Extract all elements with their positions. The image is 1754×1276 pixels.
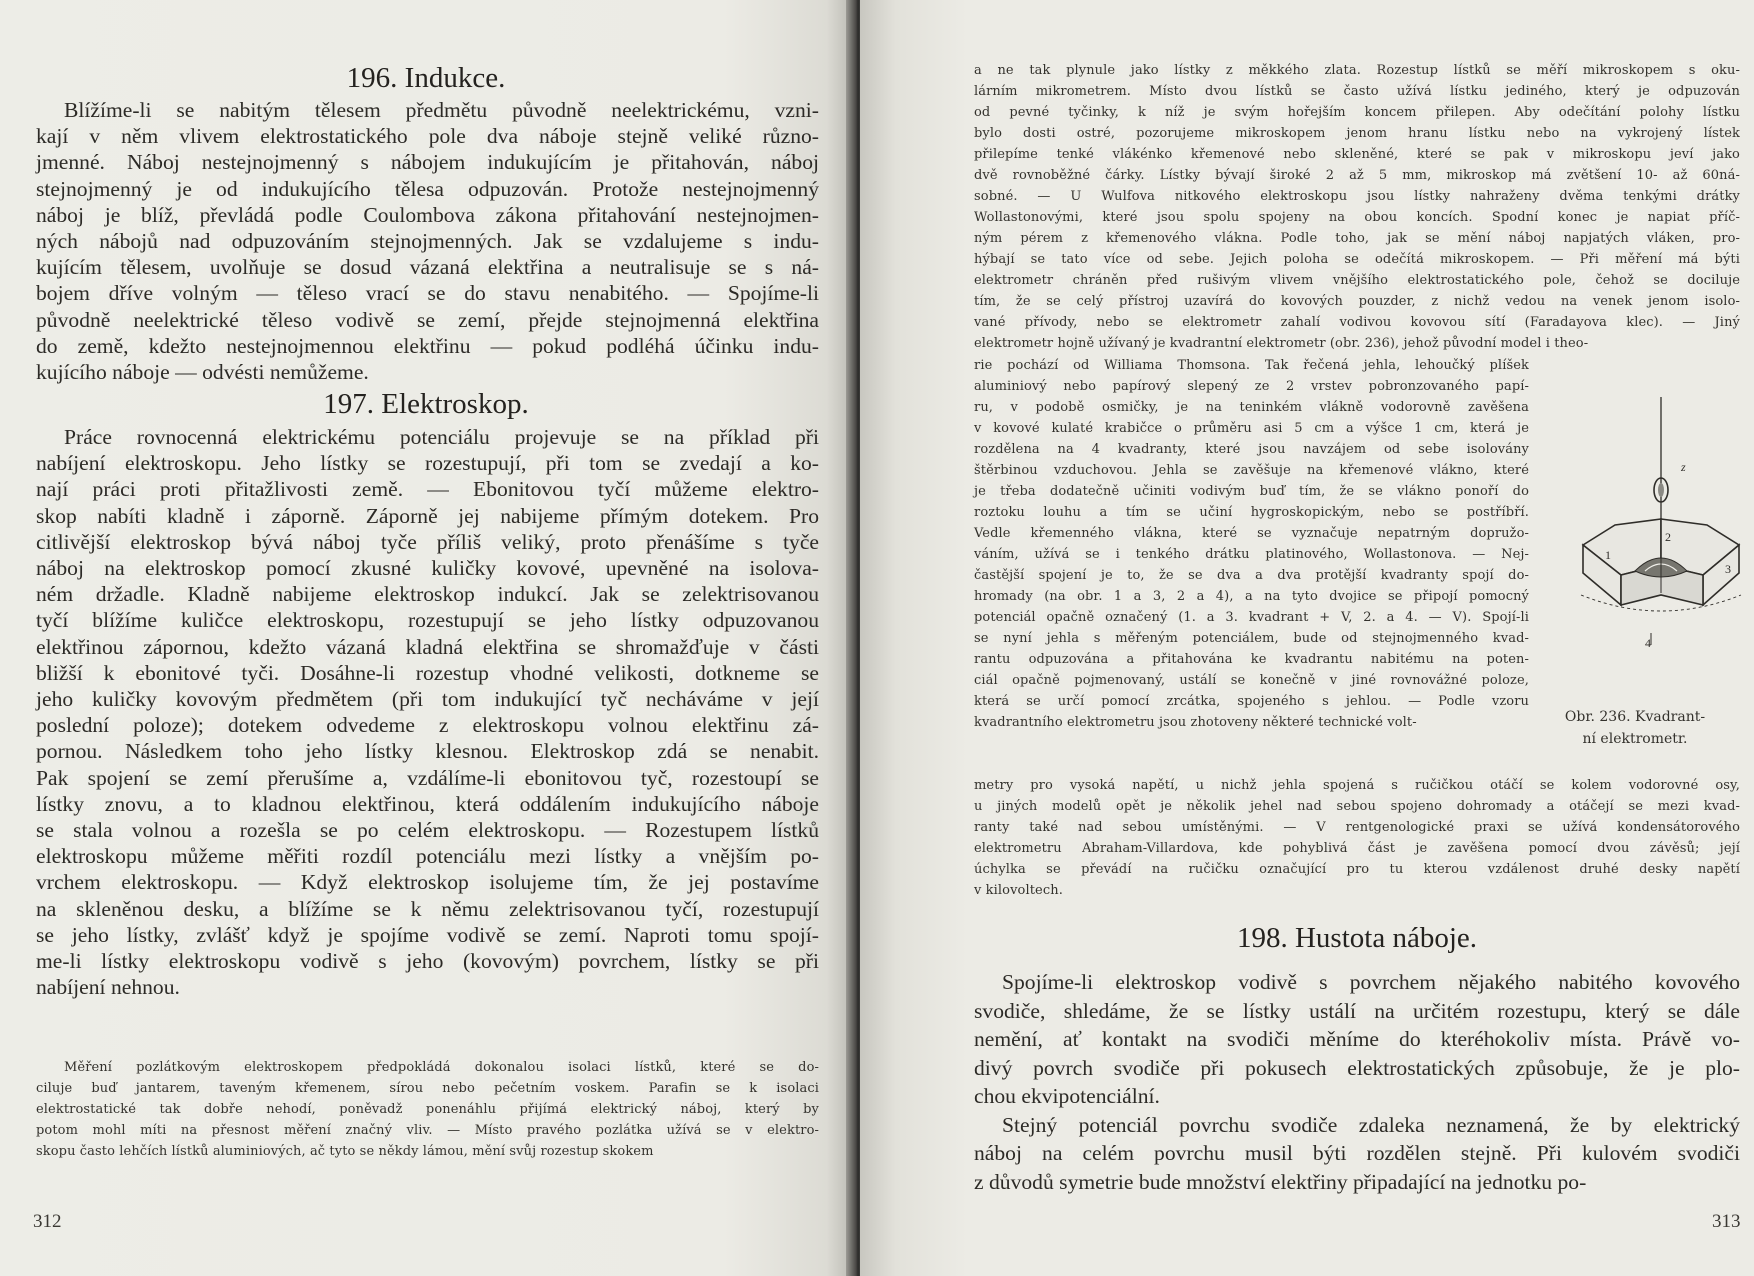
text-line: elektrostatické tak dobře nehodí, poněvadž ponenáhlu přijímá elektrický náboj, který by [36,1102,819,1118]
heading-197: 197. Elektroskop. [323,388,529,420]
text-line: přilepíme tenké vlákénko křemenové nebo skleněné, které se pak v mikroskopu jeví jako [974,147,1740,162]
text-line: z důvodů symetrie bude množství elektřiny připadající na jednotku po- [974,1169,1587,1194]
text-line: jeho kuličky kovovým předmětem (při tom indukující tyč necháváme v její [36,687,819,712]
text-line: náboj je blíž, převládá podle Coulombova zákona přitahování nestejnojmen- [36,202,819,227]
figure-caption-line-1: Obr. 236. Kvadrant- [1564,709,1706,725]
text-line: se jeho lístky, zvlášť když je spojíme vodivě se zemí. Naproti tomu spojí- [36,922,819,947]
text-line: hromady (na obr. 1 a 3, 2 a 4), a na tyto dvojice se připojí pomocný [974,589,1529,604]
right-small-print-top [974,60,1740,354]
text-line: kvadrantního elektrometru jsou zhotoveny některé technické volt- [974,715,1417,730]
text-line: dvě rovnoběžné čárky. Lístky bývají široké 2 až 5 mm, mikroskop má zvětšení 10- až 60ná- [974,168,1740,183]
text-line: poslední poloze); dotekem odvedeme z elektroskopu volnou elektřinu zá- [36,713,819,738]
text-line: roztoku louhu a tím se učiní hygroskopickým, nebo se postříbří. [974,505,1529,520]
text-line: me-li lístky elektroskopu vodivě s jeho (kovovým) povrchem, lístky se při [36,949,819,974]
text-line: štěrbinou vzduchovou. Jehla se zavěšuje na křemenové vlákno, které [974,463,1529,478]
text-line: elektrometr hojně užívaný je kvadrantní elektrometr (obr. 236), jehož původní model i theo- [974,336,1589,351]
quadrant-electrometer-drawing [1535,395,1747,685]
text-line: kujícího náboje — odvésti nemůžeme. [36,360,369,385]
text-line: do země, kdežto nestejnojmennou elektřinu — pokud podléhá účinku indu- [36,333,819,358]
text-line: bylo dosti ostré, pozorujeme mikroskopem jenom hranu lístku nebo na vykrojený lístek [974,126,1740,141]
figure-label-1: 1 [1605,548,1611,562]
quadrant-electrometer-figure [1535,395,1747,685]
text-line: ru, v podobě osmičky, je na teninkém vlákně vodorovně zavěšena [974,400,1529,415]
text-line: ným pérem z křemenového vlákna. Podle toho, jak se mění náboj napjatých vláken, pro- [974,231,1740,246]
text-line: u jiných modelů opět je několik jehel nad sebou spojeno dohromady a otáčejí se mezi kvad- [974,799,1740,814]
figure-caption-line-2: ní elektrometr. [1582,731,1688,747]
text-line: skopu často lehčích lístků aluminiových, ač tyto se někdy lámou, mění svůj rozestup skokem [36,1144,654,1160]
text-line: pornou. Následkem toho jeho lístky klesnou. Elektroskop zdá se nenabit. [36,739,819,764]
text-line: kujícím tělesem, uvolňuje se dosud vázaná elektřina a neutralisuje se s ná- [36,255,819,280]
text-line: ném držadle. Kladně nabijeme elektroskop indukcí. Jak se zelektrisovanou [36,582,819,607]
text-line: jmenné. Náboj nestejnojmenný s nábojem indukujícím je přitahován, náboj [36,150,819,175]
text-line: od pevné tyčinky, k níž je svým hořejším koncem přilepen. Aby odečítání polohy lístku [974,105,1740,120]
text-line: Pak spojení se zemí přerušíme a, vzdálíme-li ebonitovou tyč, rozestoupí se [36,765,819,790]
text-line: Wollastonovými, které jsou spolu spojeny na obou koncích. Spodní konec je napiat příč- [974,210,1740,225]
text-line: metry pro vysoká napětí, u nichž jehla spojená s ručičkou otáčí se kolem vodorovné osy, [974,778,1740,793]
text-line: chou ekvipotenciální. [974,1084,1160,1108]
text-line: náboj na celém povrchu musil býti rozdělen stejně. Při kulovém svodiči [974,1141,1740,1165]
text-line: ných nábojů nad odpuzováním stejnojmenných. Jak se vzdalujeme s indu- [36,229,819,254]
text-line: Měření pozlátkovým elektroskopem předpokládá dokonalou isolaci lístků, které se do- [64,1060,819,1075]
page-number-right: 313 [1712,1211,1741,1232]
text-line: častější spojení je to, že se dva a dva protější kvadranty spojí do- [974,568,1529,583]
figure-label-z: z [1681,460,1686,474]
text-line: je třeba dodatečně učiniti vodivým buď tím, že se vlákno ponoří do [974,484,1529,499]
text-line: ranty také nad sebou umístěnými. — V rentgenologické praxi se užívá kondensátorového [974,820,1740,835]
text-line: skop nabíti kladně i záporně. Záporně jej nabijeme přímým dotekem. Pro [36,503,819,528]
right-small-print-bottom [974,775,1740,901]
text-line: bližší k ebonitové tyči. Dosáhne-li rozestup vhodné velikosti, dotkneme se [36,660,819,685]
text-line: ciluje buď jantarem, taveným křemenem, sírou nebo pečetním voskem. Parafin se k isolaci [36,1081,819,1097]
text-line: elektřinou zápornou, kdežto vázaná kladná elektřina se shromažďuje v části [36,634,819,659]
text-line: na skleněnou desku, a blížíme se k němu zelektrisovanou tyčí, rozestupují [36,896,819,921]
page-number-left: 312 [33,1211,62,1232]
text-line: Blížíme-li se nabitým tělesem předmětu původně neelektrickému, vzni- [64,98,819,122]
text-line: nají práci proti přitažlivosti země. — Ebonitovou tyčí můžeme elektro- [36,477,819,502]
text-line: Práce rovnocenná elektrickému potenciálu projevuje se na příklad při [64,425,819,449]
text-line: potenciál opačně označený (1. a 3. kvadrant + V, 2. a 4. — V). Spojí-li [974,610,1529,625]
text-line: divý povrch svodiče při pokusech elektrostatických způsobuje, že je plo- [974,1055,1740,1080]
figure-label-3: 3 [1725,562,1731,576]
text-line: rozdělena na 4 kvadranty, které jsou navzájem od sebe isolovány [974,442,1529,457]
right-page [860,0,1754,1276]
text-line: aluminiový nebo papírový slepený ze 2 vrstev pobronzovaného papí- [974,379,1529,394]
right-small-print-wrap [974,355,1529,733]
heading-198: 198. Hustota náboje. [1236,922,1477,954]
text-line: rantu odpuzována a přitahována ke kvadrantu nabitému na poten- [974,652,1529,667]
section-197-text [36,424,819,1000]
text-line: hýbají se tato více od sebe. Jejich poloha se odečítá mikroskopem. — Při měření má býti [974,252,1740,267]
text-line: a ne tak plynule jako lístky z měkkého zlata. Rozestup lístků se měří mikroskopem s oku- [974,63,1740,78]
text-line: vané přívody, nebo se elektrometr zahalí vodivou kovovou sítí (Faradayova klec). — Jiný [974,315,1740,330]
figure-label-2: 2 [1665,530,1671,544]
text-line: tyčí blížíme kuličce elektroskopu, rozestupují se jeho lístky odpuzovanou [36,608,819,633]
text-line: tím, že se celý přístroj uzavírá do kovových pouzder, z nichž vedou na venek jenom isolo- [974,294,1740,309]
left-page [0,0,852,1276]
text-line: původně neelektrické těleso vodivě se zemí, přejde stejnojmenná elektřina [36,307,819,332]
text-line: váním, užívá se i tenkého drátku platinového, Wollastonova. — Nej- [974,547,1529,562]
text-line: elektrometr chráněn před rušivým vlivem vnějšího elektrostatického pole, čehož se dociluje [974,273,1740,288]
text-line: elektrometru Abraham-Villardova, kde pohyblivá část je zavěšena pomocí dvou závěsů; její [974,841,1740,856]
text-line: nemění, ať kontakt na svodiči měníme do kteréhokoliv místa. Právě vo- [974,1027,1740,1051]
text-line: náboj na elektroskop pomocí zkusné kuličky kovové, upevněné na isolova- [36,556,819,581]
heading-196: 196. Indukce. [346,62,506,94]
text-line: citlivější elektroskop bývá náboj tyče příliš veliký, proto přenášíme s tyče [36,529,819,554]
text-line: vrchem elektroskopu. — Když elektroskop isolujeme tím, že jej postavíme [36,870,819,895]
text-line: Stejný potenciál povrchu svodiče zdaleka neznamená, že by elektrický [1002,1112,1740,1137]
text-line: elektroskopu můžeme měřiti rozdíl potenciálu mezi lístky a vnějším po- [36,844,819,869]
text-line: lárním mikrometrem. Místo dvou lístků se často užívá lístku jediného, který je odpuzován [974,84,1740,99]
text-line: nabíjení nehnou. [36,975,180,1000]
text-line: rie pochází od Williama Thomsona. Tak řečená jehla, lehoučký plíšek [974,358,1529,373]
text-line: která se určí pomocí zrcátka, spojeného s jehlou. — Podle vzoru [974,694,1529,709]
text-line: nabíjení elektroskopu. Jeho lístky se rozestupují, při tom se zvedají a ko- [36,451,819,476]
text-line: v kovové kulaté krabičce o průměru asi 5 cm a výšce 1 cm, která je [974,421,1529,436]
figure-caption [1520,706,1750,750]
text-line: úchylka se převádí na ručičku označující pro tu kterou vzdálenost druhé desky napětí [974,862,1740,877]
section-196-text [36,97,819,385]
text-line: lístky znovu, a to kladnou elektřinou, která oddálením indukujícího náboje [36,791,819,816]
text-line: sobné. — U Wulfova nitkového elektroskopu jsou lístky nahraženy dvěma tenkými drátky [974,189,1740,204]
text-line: v kilovoltech. [974,883,1063,898]
text-line: ciál opačně pojmenovaný, ustálí se konečně v jiné rovnovážné poloze, [974,673,1529,688]
text-line: se stala volnou a rozešla se po celém elektroskopu. — Rozestupem lístků [36,818,819,843]
text-line: Spojíme-li elektroskop vodivě s povrchem nějakého nabitého kovového [1002,970,1740,994]
text-line: kají v něm vlivem elektrostatického pole dva náboje stejně veliké různo- [36,124,819,149]
text-line: potom mohl míti na přesnost měření značný vliv. — Místo pravého pozlátka užívá se v elektro- [36,1123,819,1139]
text-line: se nyní jehla s měřeným potenciálem, bude od stejnojmenného kvad- [974,631,1529,646]
text-line: svodiče, shledáme, že se lístky ustálí na určitém rozestupu, který se dále [974,998,1740,1023]
text-line: stejnojmenný je od indukujícího tělesa odpuzován. Protože nestejnojmenný [36,176,819,201]
section-198-text [974,968,1740,1196]
left-small-print [36,1057,819,1162]
figure-label-4: 4 [1645,636,1651,650]
text-line: bojem dříve volným — těleso vrací se do stavu nenabitého. — Spojíme-li [36,281,819,306]
text-line: Vedle křemenného vlákna, které se vyznačuje nepatrným dopružo- [974,526,1529,541]
